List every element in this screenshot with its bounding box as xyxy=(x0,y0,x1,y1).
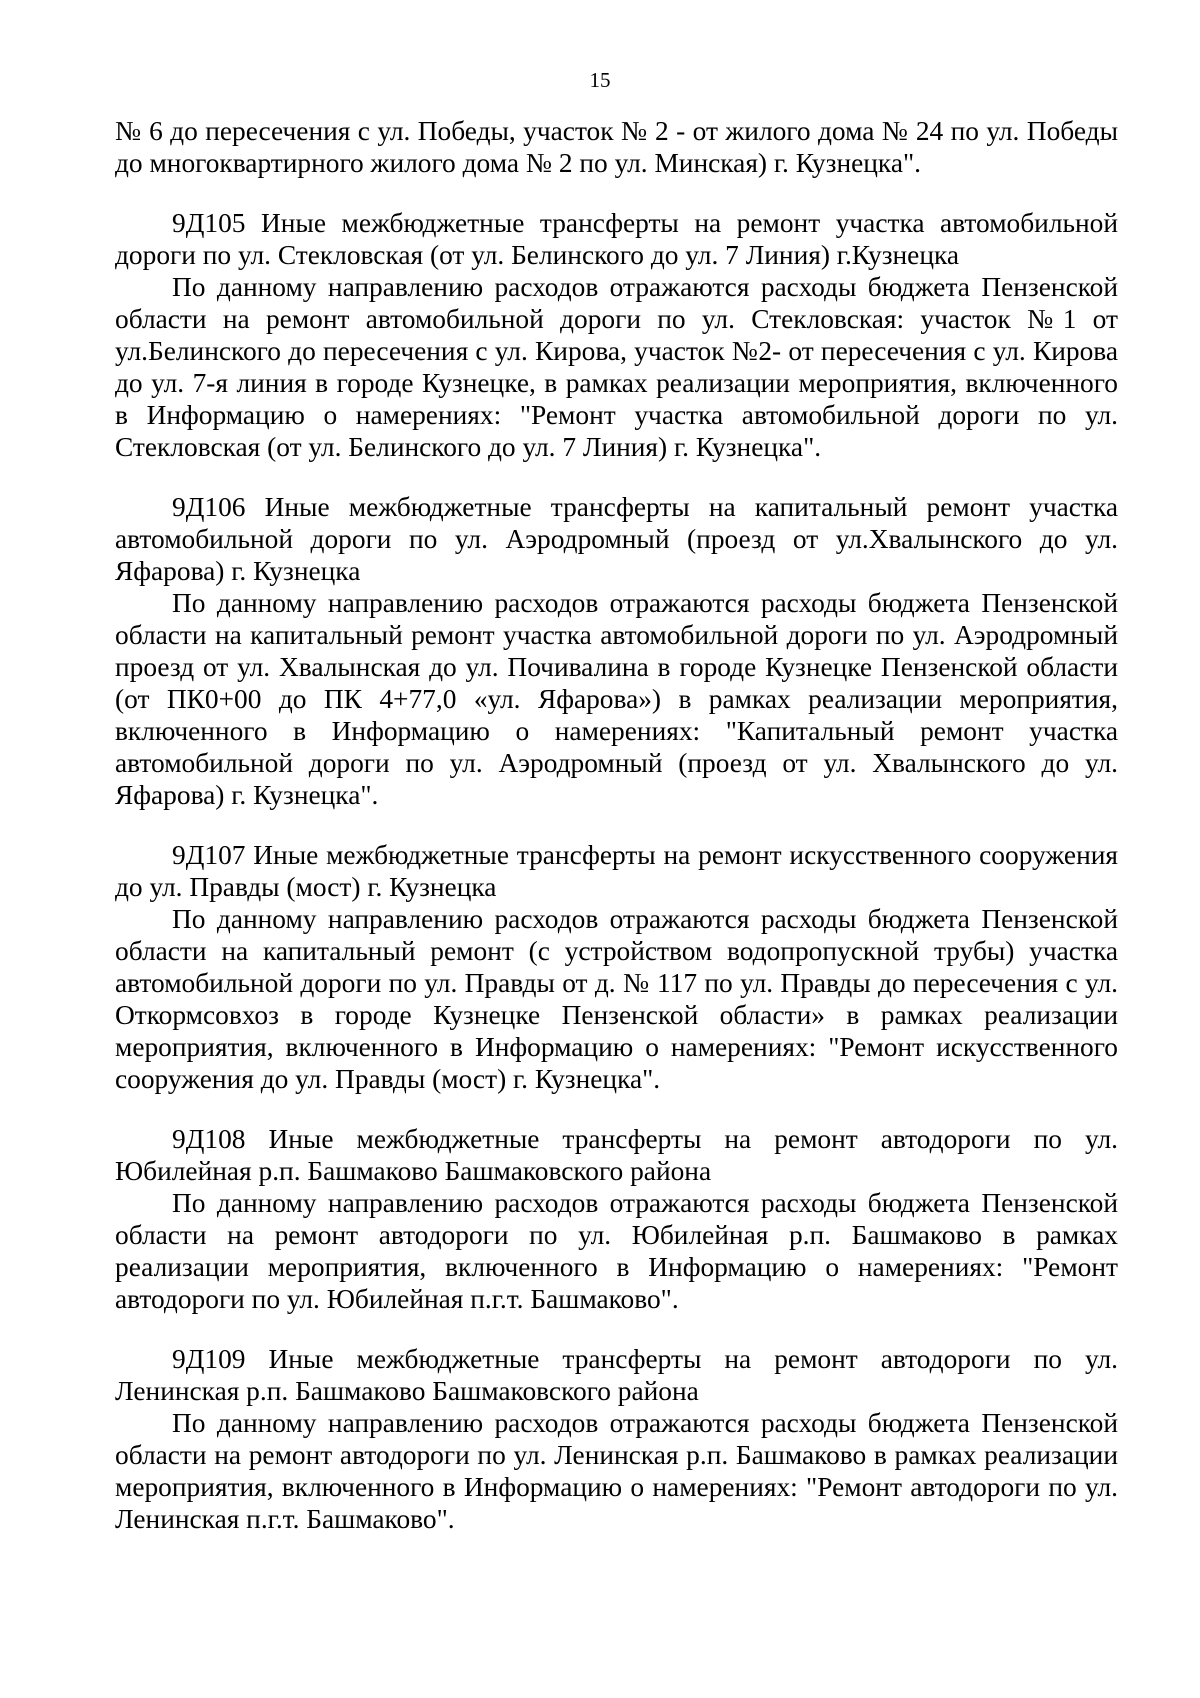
section-heading: 9Д106 Иные межбюджетные трансферты на капитальный ремонт участка автомобильной дороги по ул. Аэродромный (проезд от ул.Хвалынского до ул. Яфарова) г. Кузнецка xyxy=(115,492,1118,586)
section-body: По данному направлению расходов отражаются расходы бюджета Пензенской области на ремонт автодороги по ул. Юбилейная р.п. Башмаково в рамках реализации мероприятия, включенного в Информацию о намерениях: "Ремонт автодороги по ул. Юбилейная п.г.т. Башмаково". xyxy=(115,1188,1118,1314)
section-body: По данному направлению расходов отражаются расходы бюджета Пензенской области на ремонт автомобильной дороги по ул. Стекловская: участок №1 от ул.Белинского до пересечения с ул. Кирова, участок №2- от пересечения с ул. Кирова до ул. 7-я линия в городе Кузнецке, в рамках реализации мероприятия, включенного в Информацию о намерениях: "Ремонт участка автомобильной дороги по ул. Стекловская (от ул. Белинского до ул. 7 Линия) г. Кузнецка". xyxy=(115,272,1118,462)
document-body xyxy=(115,115,1118,1563)
intro-paragraph: № 6 до пересечения с ул. Победы, участок № 2 - от жилого дома № 24 по ул. Победы до многоквартирного жилого дома № 2 по ул. Минская) г. Кузнецка". xyxy=(115,116,1118,178)
page-number: 15 xyxy=(589,68,611,92)
section-9d109 xyxy=(115,1343,1118,1535)
section-9d105 xyxy=(115,207,1118,463)
section-heading: 9Д108 Иные межбюджетные трансферты на ремонт автодороги по ул. Юбилейная р.п. Башмаково Башмаковского района xyxy=(115,1124,1118,1186)
section-body: По данному направлению расходов отражаются расходы бюджета Пензенской области на ремонт автодороги по ул. Ленинская р.п. Башмаково в рамках реализации мероприятия, включенного в Информацию о намерениях: "Ремонт автодороги по ул. Ленинская п.г.т. Башмаково". xyxy=(115,1408,1118,1534)
section-heading: 9Д105 Иные межбюджетные трансферты на ремонт участка автомобильной дороги по ул. Стекловская (от ул. Белинского до ул. 7 Линия) г.Кузнецка xyxy=(115,208,1118,270)
section-9d107 xyxy=(115,839,1118,1095)
section-body: По данному направлению расходов отражаются расходы бюджета Пензенской области на капитальный ремонт (с устройством водопропускной трубы) участка автомобильной дороги по ул. Правды от д. № 117 по ул. Правды до пересечения с ул. Откормсовхоз в городе Кузнецке Пензенской области» в рамках реализации мероприятия, включенного в Информацию о намерениях: "Ремонт искусственного сооружения до ул. Правды (мост) г. Кузнецка". xyxy=(115,904,1118,1094)
section-9d106 xyxy=(115,491,1118,811)
section-heading: 9Д109 Иные межбюджетные трансферты на ремонт автодороги по ул. Ленинская р.п. Башмаково Башмаковского района xyxy=(115,1344,1118,1406)
intro-section xyxy=(115,115,1118,179)
section-9d108 xyxy=(115,1123,1118,1315)
section-body: По данному направлению расходов отражаются расходы бюджета Пензенской области на капитальный ремонт участка автомобильной дороги по ул. Аэродромный проезд от ул. Хвалынская до ул. Почивалина в городе Кузнецке Пензенской области (от ПК0+00 до ПК 4+77,0 «ул. Яфарова») в рамках реализации мероприятия, включенного в Информацию о намерениях: "Капитальный ремонт участка автомобильной дороги по ул. Аэродромный (проезд от ул. Хвалынского до ул. Яфарова) г. Кузнецка". xyxy=(115,588,1118,810)
section-heading: 9Д107 Иные межбюджетные трансферты на ремонт искусственного сооружения до ул. Правды (мост) г. Кузнецка xyxy=(115,840,1118,902)
